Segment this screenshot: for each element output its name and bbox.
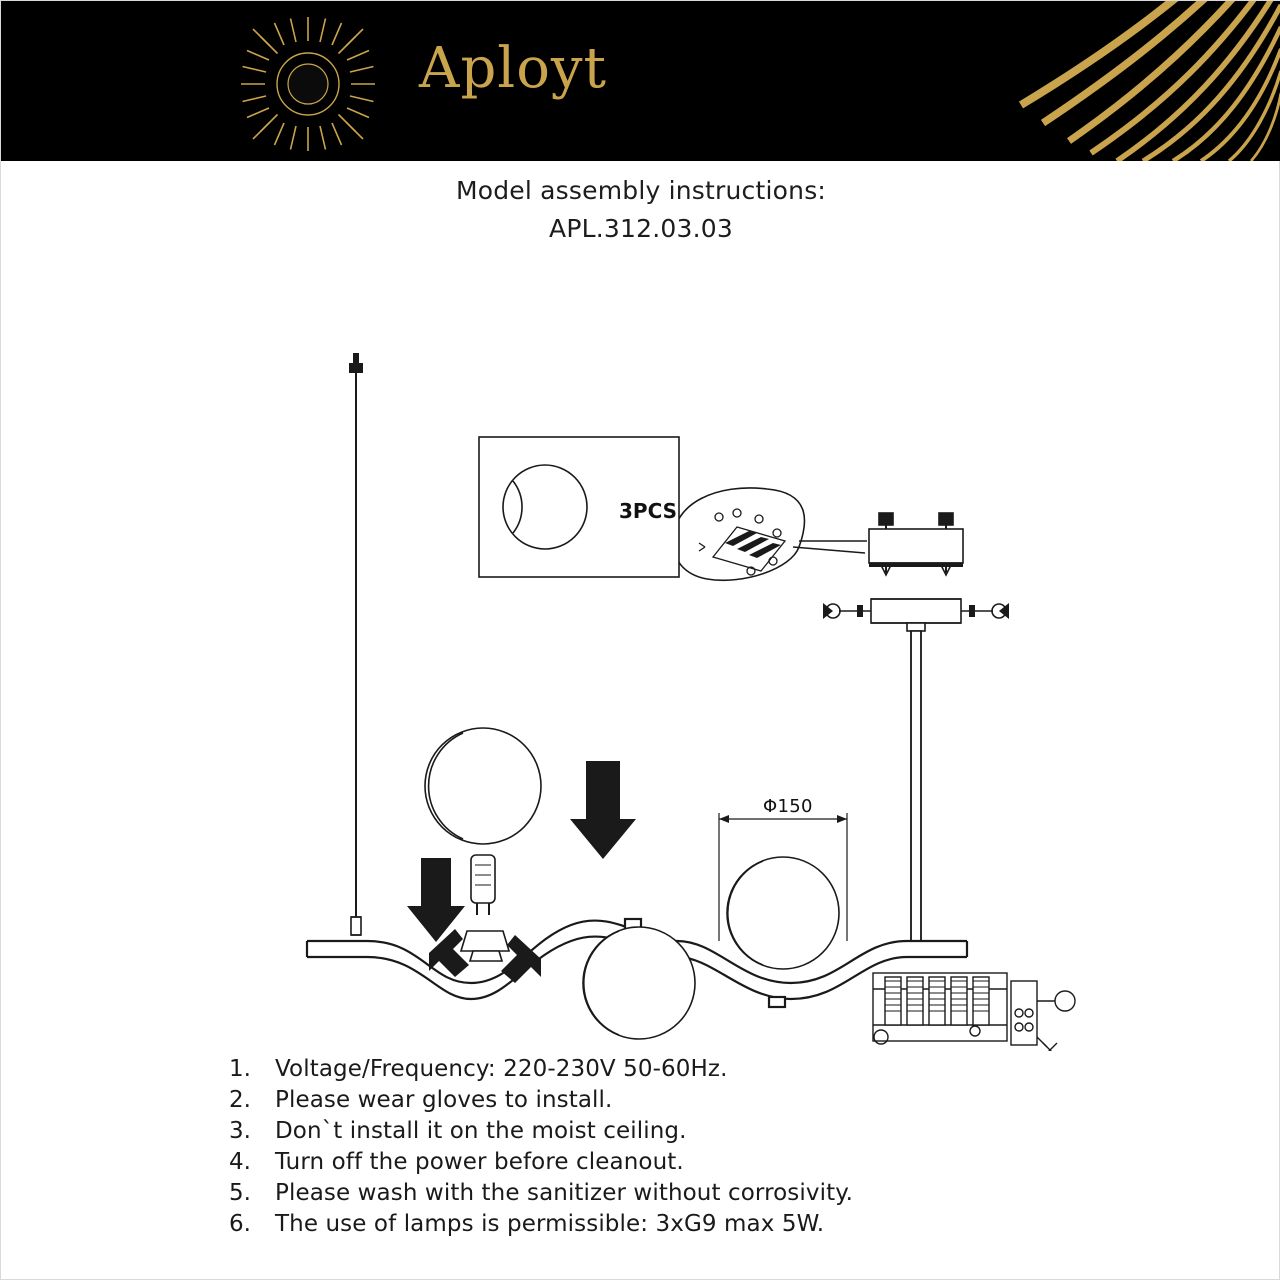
lamp-socket-icon <box>461 931 509 961</box>
glass-globe-shade-icon <box>727 857 839 969</box>
diameter-label: Φ150 <box>763 796 813 817</box>
wire-suspension-icon <box>349 353 363 935</box>
list-item <box>229 1087 1229 1113</box>
glass-globe-shade-icon <box>425 728 541 844</box>
model-code: APL.312.03.03 <box>549 214 733 243</box>
list-item-text: Don`t install it on the moist ceiling. <box>275 1118 687 1144</box>
header-banner <box>1 1 1280 161</box>
list-item <box>229 1056 1229 1082</box>
list-item-text: Turn off the power before cleanout. <box>275 1149 684 1175</box>
arrow-down-icon <box>407 858 465 942</box>
sunburst-logo-icon <box>239 15 377 153</box>
list-item-text: Please wear gloves to install. <box>275 1087 613 1113</box>
list-item-number: 1. <box>229 1056 251 1082</box>
list-item-number: 6. <box>229 1211 251 1237</box>
terminal-block-detail-icon <box>673 488 867 580</box>
list-item-number: 2. <box>229 1087 251 1113</box>
parts-count-label: 3PCS <box>619 499 678 523</box>
list-item-number: 4. <box>229 1149 251 1175</box>
g9-bulb-icon <box>471 855 495 915</box>
page-title: Model assembly instructions: <box>455 176 827 205</box>
arrow-down-icon <box>570 761 636 859</box>
list-item-number: 5. <box>229 1180 251 1206</box>
assembly-diagram <box>1 241 1280 1051</box>
list-item-number: 3. <box>229 1118 251 1144</box>
list-item-text: Voltage/Frequency: 220-230V 50-60Hz. <box>275 1056 728 1082</box>
title-block <box>1 176 1280 243</box>
list-item <box>229 1149 1229 1175</box>
connector-block-icon <box>873 973 1075 1051</box>
list-item-text: Please wash with the sanitizer without corrosivity. <box>275 1180 854 1206</box>
list-item-text: The use of lamps is permissible: 3xG9 max 5W. <box>275 1211 825 1237</box>
diagram-drawing <box>1 241 1280 1051</box>
gold-fan-rays-icon <box>781 1 1280 161</box>
brand-name: Aployt <box>419 36 608 101</box>
list-item <box>229 1118 1229 1144</box>
ceiling-plate-screws-icon <box>823 513 1009 631</box>
glass-globe-shade-icon <box>583 927 695 1039</box>
list-item <box>229 1180 1229 1206</box>
instructions-list <box>229 1056 1229 1242</box>
wire-suspension-icon <box>911 631 921 941</box>
list-item <box>229 1211 1229 1237</box>
